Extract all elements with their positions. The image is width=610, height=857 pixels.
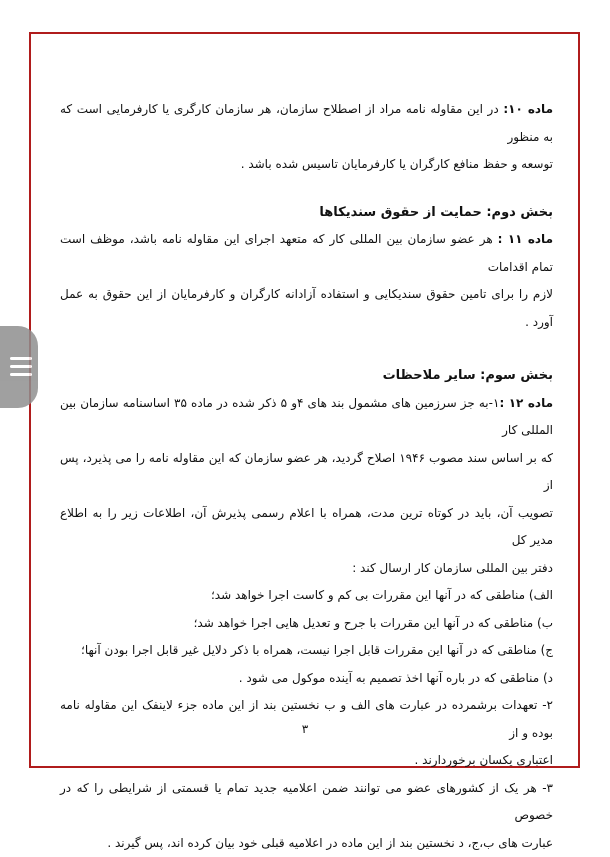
article-10-line: ماده ۱۰: در این مقاوله نامه مراد از اصطلاح سازمان، هر سازمان کارگری یا کارفرمایی است که به منظور [60, 96, 553, 151]
article-12-label: ماده ۱۲ : [499, 396, 553, 410]
article-12-line: ماده ۱۲ :۱-به جز سرزمین های مشمول بند های ۴و ۵ ذکر شده در ماده ۳۵ اساسنامه سازمان بین المللی کار [60, 390, 553, 445]
article-12-line: دفتر بین المللی سازمان کار ارسال کند : [60, 555, 553, 583]
article-10-line: توسعه و حفظ منافع کارگران یا کارفرمایان تاسیس شده باشد . [60, 151, 553, 179]
article-11-line: ماده ۱۱ : هر عضو سازمان بین المللی کار که متعهد اجرای این مقاوله نامه باشد، موظف است تمام اقدامات [60, 226, 553, 281]
article-12-line: تصویب آن، باید در کوتاه ترین مدت، همراه با اعلام رسمی پذیرش آن، اطلاعات زیر را به اطلاع مدیر کل [60, 500, 553, 555]
section-3-heading: بخش سوم: سایر ملاحظات [60, 362, 553, 390]
menu-lines-icon [10, 365, 32, 368]
document-body [60, 96, 553, 857]
menu-lines-icon [10, 357, 32, 360]
section-2-heading: بخش دوم: حمایت از حقوق سندیکاها [60, 199, 553, 227]
clause-3-line: عبارت های ب،ج، د نخستین بند از این ماده در اعلامیه قبلی خود بیان کرده اند، پس گیرند . [60, 830, 553, 857]
article-11-line: لازم را برای تامین حقوق سندیکایی و استفاده آزادانه کارگران و کارفرمایان از این حقوق به عمل آورد . [60, 281, 553, 336]
clause-2-line: ۲- تعهدات برشمرده در عبارت های الف و ب نخستین بند از این ماده جزء لاینفک این مقاوله نامه بوده و از [60, 692, 553, 747]
page-number: ۳ [0, 722, 610, 736]
clause-3-line: ۳- هر یک از کشورهای عضو می توانند ضمن اعلامیه جدید تمام یا قسمتی از شرایطی را که در خصوص [60, 775, 553, 830]
menu-lines-icon [10, 373, 32, 376]
article-12-line: که بر اساس سند مصوب ۱۹۴۶ اصلاح گردید، هر عضو سازمان که این مقاوله نامه را می پذیرد، پس از [60, 445, 553, 500]
list-item: الف) مناطقی که در آنها این مقررات بی کم و کاست اجرا خواهد شد؛ [60, 582, 553, 610]
list-item: ب) مناطقی که در آنها این مقررات با جرح و تعدیل هایی اجرا خواهد شد؛ [60, 610, 553, 638]
clause-2-line: اعتباری یکسان برخوردارند . [60, 747, 553, 775]
drawer-handle[interactable] [0, 326, 38, 408]
article-11-label: ماده ۱۱ : [498, 232, 553, 246]
list-item: د) مناطقی که در باره آنها اخذ تصمیم به آینده موکول می شود . [60, 665, 553, 693]
article-10-label: ماده ۱۰: [503, 102, 553, 116]
list-item: ج) مناطقی که در آنها این مقررات قابل اجرا نیست، همراه با ذکر دلایل غیر قابل اجرا بودن آنها؛ [60, 637, 553, 665]
